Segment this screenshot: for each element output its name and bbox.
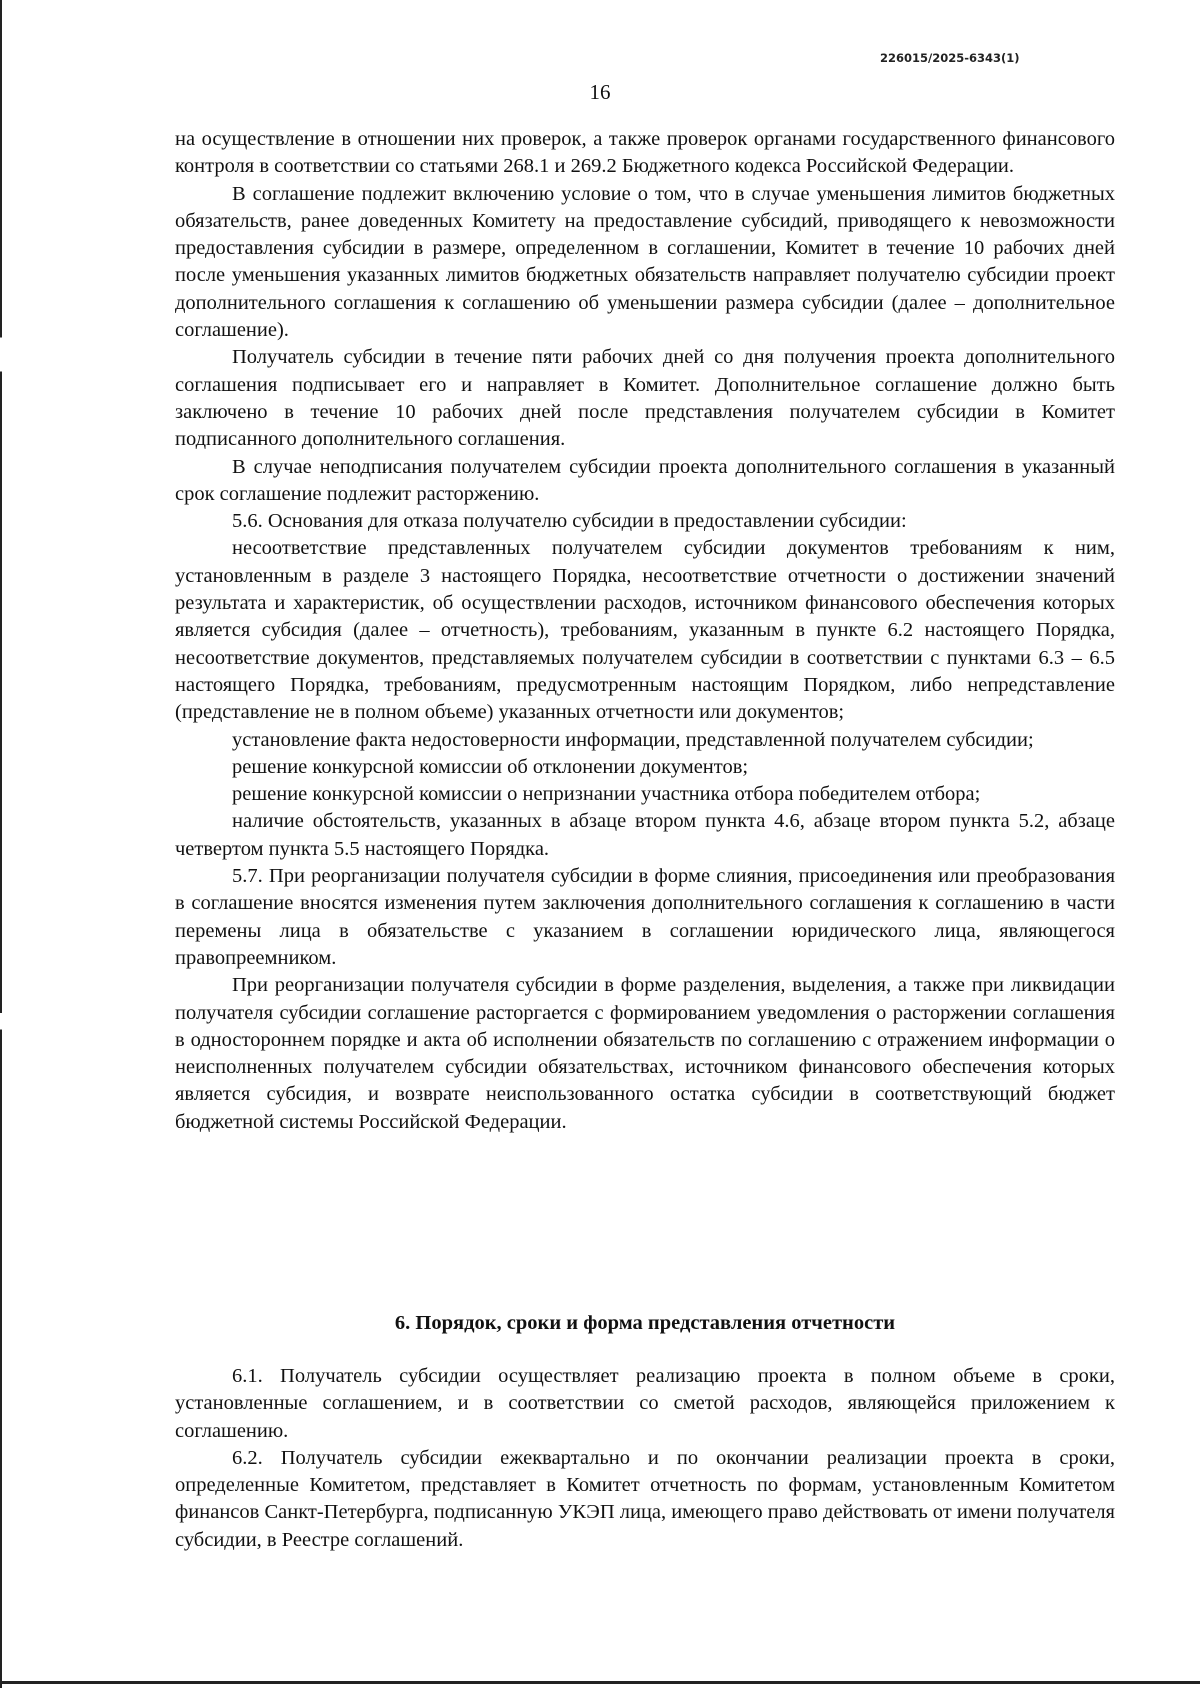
document-id: 226015/2025-6343(1) xyxy=(880,51,1020,65)
paragraph: 6.1. Получатель субсидии осуществляет реализацию проекта в полном объеме в сроки, установленные соглашением, и в соответствии со сметой расходов, являющейся приложением к соглашению. xyxy=(175,1365,1115,1442)
page-number: 16 xyxy=(589,80,611,104)
scan-edge-left xyxy=(0,0,2,1688)
paragraph: В случае неподписания получателем субсидии проекта дополнительного соглашения в указанный срок соглашение подлежит расторжению. xyxy=(175,455,1115,505)
paragraph: несоответствие представленных получателем субсидии документов требованиям к ним, установленным в разделе 3 настоящего Порядка, несоответствие отчетности о достижении значений результата и характеристик, об осуществлении расходов, источником финансового обеспечения которых является субсидия (далее – отчетность), требованиям, указанным в пункте 6.2 настоящего Порядка, несоответствие документов, представляемых получателем субсидии в соответствии с пунктами 6.3 – 6.5 настоящего Порядка, требованиям, предусмотренным настоящим Порядком, либо непредставление (представление не в полном объеме) указанных отчетности или документов; xyxy=(175,537,1115,724)
paragraph: наличие обстоятельств, указанных в абзаце втором пункта 4.6, абзаце втором пункта 5.2, абзаце четвертом пункта 5.5 настоящего Порядка. xyxy=(175,810,1115,860)
paragraph: В соглашение подлежит включению условие о том, что в случае уменьшения лимитов бюджетных обязательств, ранее доведенных Комитету на предоставление субсидий, приводящего к невозможности предоставления субсидии в размере, определенном в соглашении, Комитет в течение 10 рабочих дней после уменьшения указанных лимитов бюджетных обязательств направляет получателю субсидии проект дополнительного соглашения к соглашению об уменьшении размера субсидии (далее – дополнительное соглашение). xyxy=(175,182,1115,342)
paragraph: на осуществление в отношении них проверок, а также проверок органами государственного финансового контроля в соответствии со статьями 268.1 и 269.2 Бюджетного кодекса Российской Федерации. xyxy=(175,128,1115,178)
body-text xyxy=(175,126,1115,1136)
scan-edge-bottom xyxy=(0,1681,1200,1684)
paragraph: 5.7. При реорганизации получателя субсидии в форме слияния, присоединения или преобразования в соглашение вносятся изменения путем заключения дополнительного соглашения к соглашению в части перемены лица в обязательстве с указанием в соглашении юридического лица, являющегося правопреемником. xyxy=(175,865,1115,969)
paragraph: 6.2. Получатель субсидии ежеквартально и по окончании реализации проекта в сроки, определенные Комитетом, представляет в Комитет отчетность по формам, установленным Комитетом финансов Санкт-Петербурга, подписанную УКЭП лица, имеющего право действовать от имени получателя субсидии, в Реестре соглашений. xyxy=(175,1446,1115,1551)
paragraph: решение конкурсной комиссии об отклонении документов; xyxy=(232,755,749,778)
paragraph: решение конкурсной комиссии о непризнании участника отбора победителем отбора; xyxy=(232,783,981,806)
clause-heading: 5.6. Основания для отказа получателю субсидии в предоставлении субсидии: xyxy=(232,510,907,533)
section-text xyxy=(175,1363,1115,1554)
paragraph: Получатель субсидии в течение пяти рабочих дней со дня получения проекта дополнительного соглашения подписывает его и направляет в Комитет. Дополнительное соглашение должно быть заключено в течение 10 рабочих дней после представления получателем субсидии в Комитет подписанного дополнительного соглашения. xyxy=(175,346,1115,451)
section-title: 6. Порядок, сроки и форма представления отчетности xyxy=(394,1312,896,1334)
paragraph: установление факта недостоверности информации, представленной получателем субсидии; xyxy=(232,728,1034,751)
paragraph: При реорганизации получателя субсидии в форме разделения, выделения, а также при ликвидации получателя субсидии соглашение расторгается с формированием уведомления о расторжении соглашения в одностороннем порядке и акта об исполнении обязательств по соглашению с отражением информации о неисполненных получателем субсидии обязательствах, источником финансового обеспечения которых является субсидия, и возврате неиспользованного остатка субсидии в соответствующий бюджет бюджетной системы Российской Федерации. xyxy=(175,974,1115,1133)
